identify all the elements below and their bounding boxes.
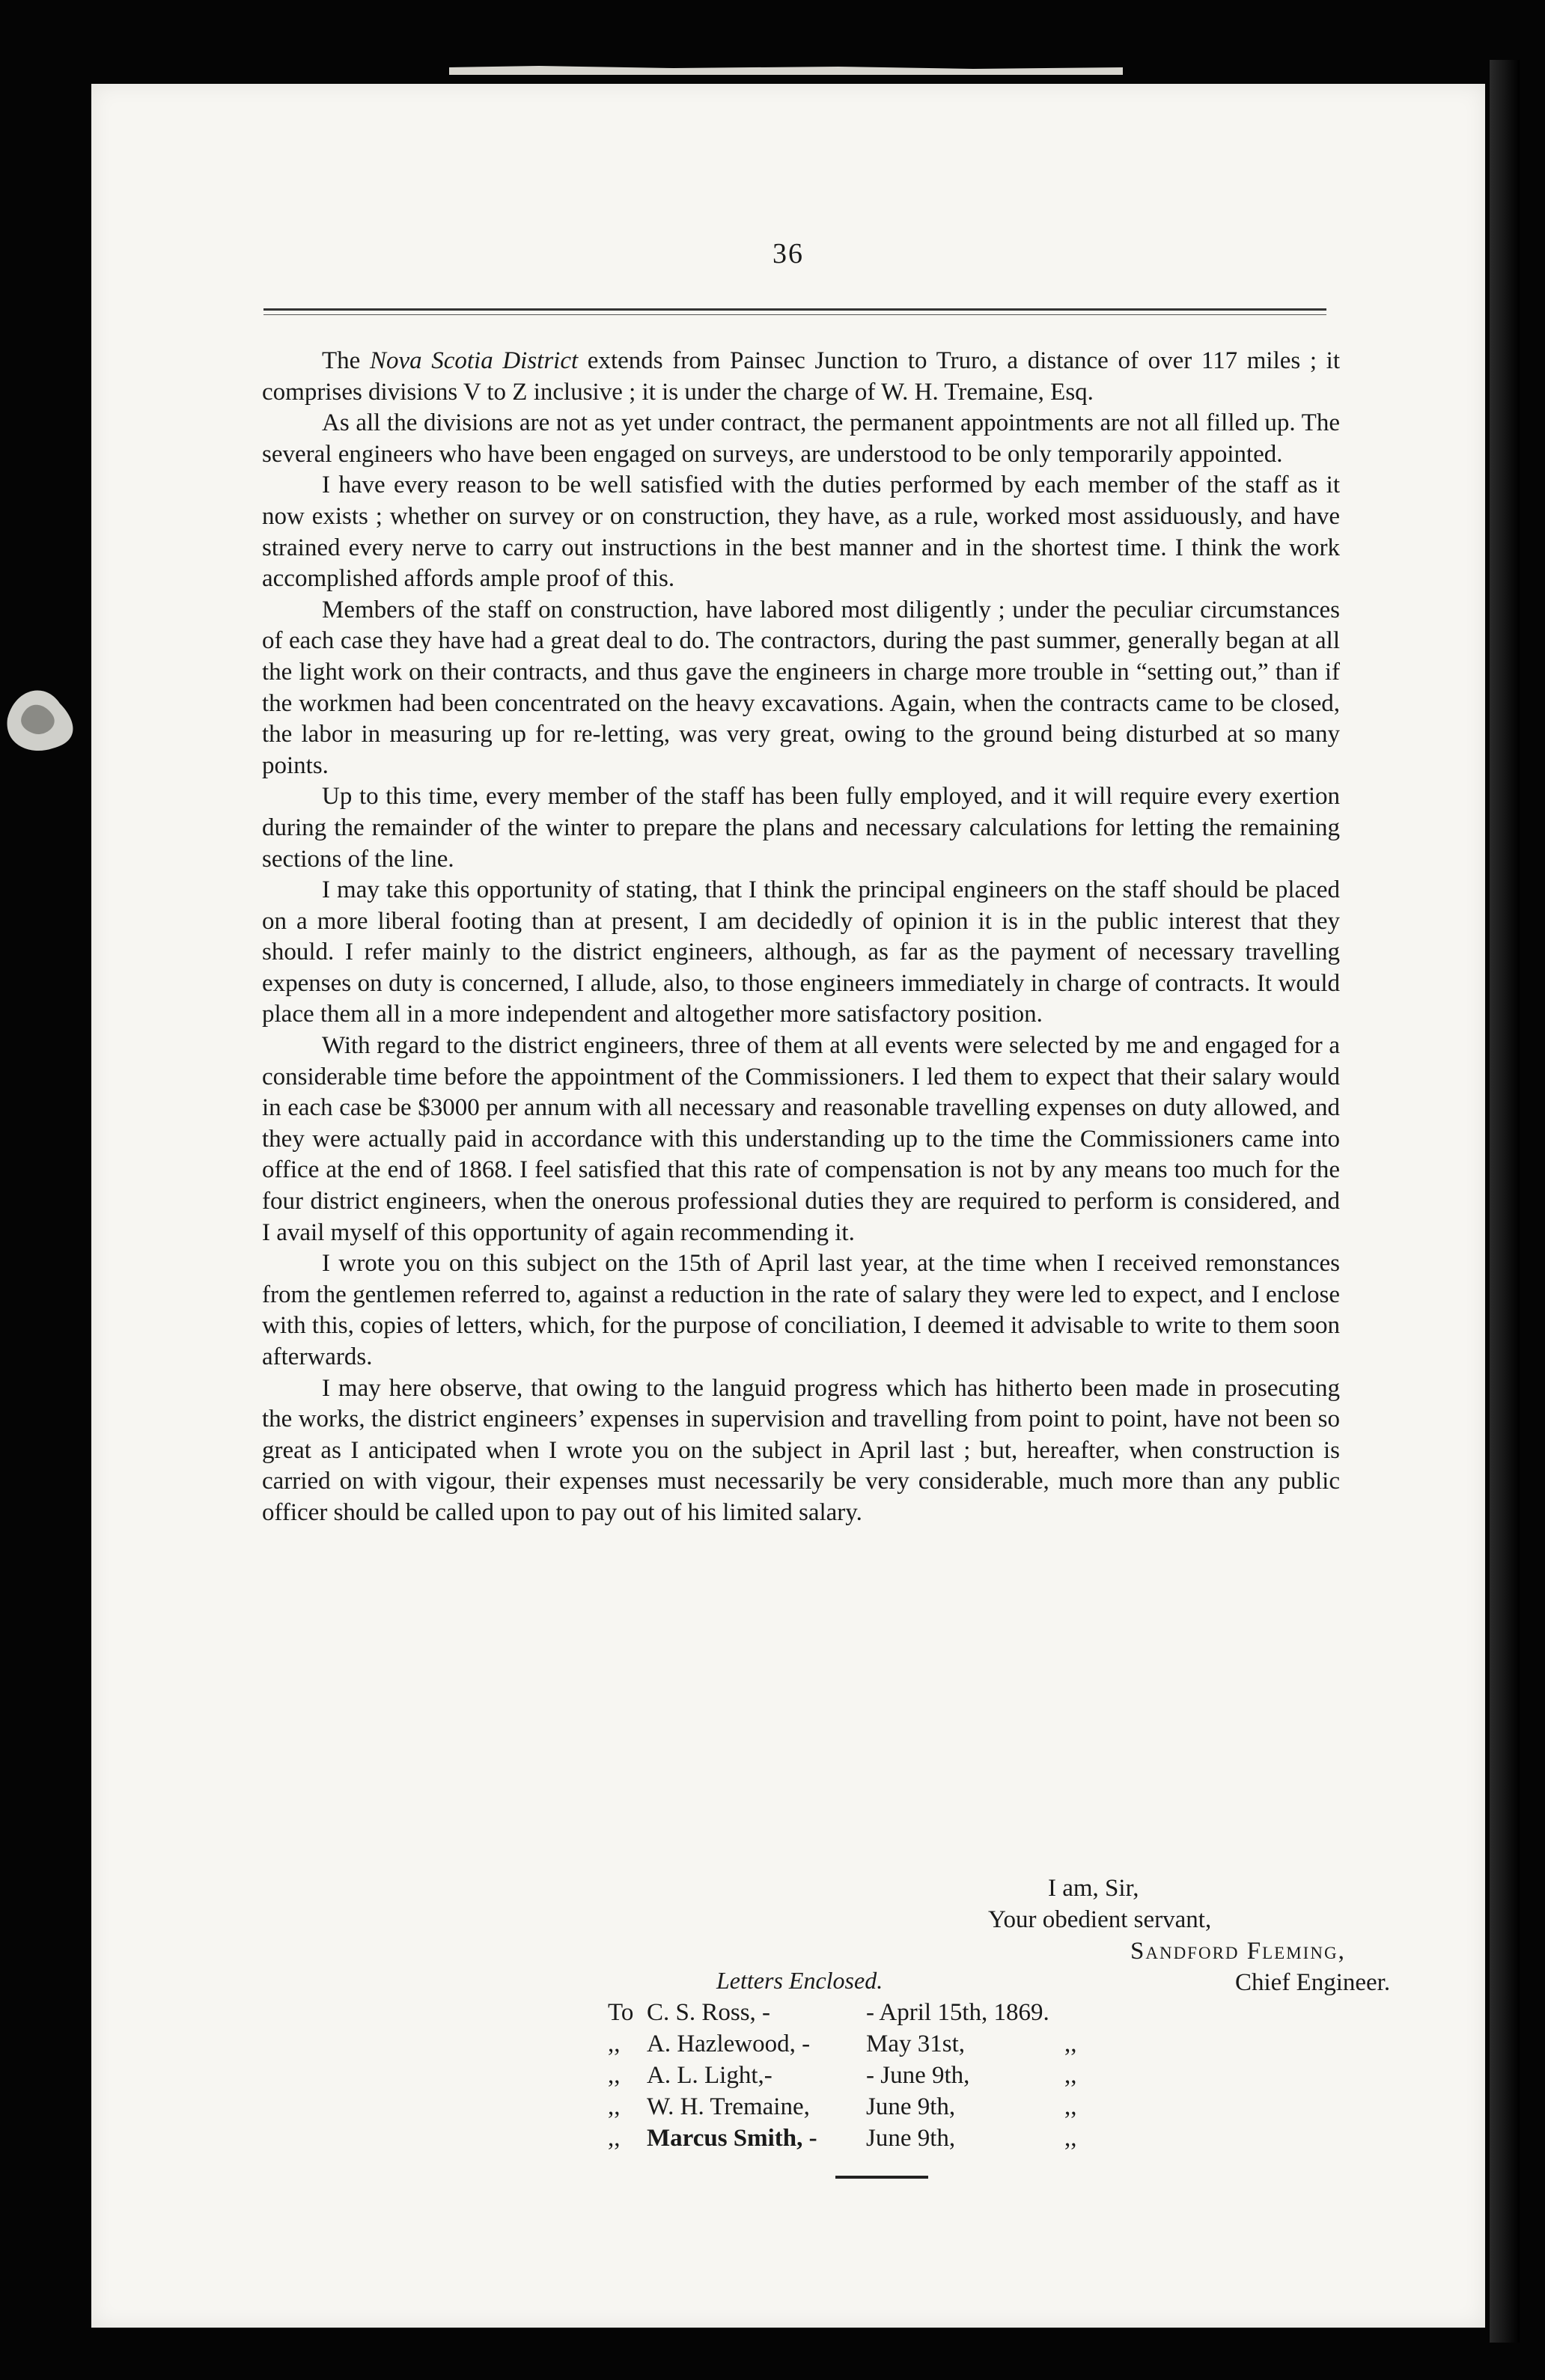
ink-smudge-mark xyxy=(0,674,91,763)
letter-prefix: ,, xyxy=(608,2093,621,2120)
district-name-italic: Nova Scotia District xyxy=(369,347,579,374)
letter-recipient: W. H. Tremaine, xyxy=(647,2093,810,2120)
header-rule xyxy=(263,308,1326,322)
paragraph xyxy=(262,781,1340,875)
letter-recipient: A. Hazlewood, - xyxy=(647,2030,811,2057)
letter-date: June 9th, xyxy=(866,2125,956,2152)
letter-prefix: ,, xyxy=(608,2062,621,2089)
letter-recipient: A. L. Light,- xyxy=(647,2062,772,2089)
letter-body xyxy=(262,346,1340,1529)
header-rule-thick xyxy=(263,308,1326,311)
paragraph-text: I may take this opportunity of stating, that I think the principal engineers on the staff should be placed on a more liberal footing than at present, I am decidedly of opinion it is in the public interest that they should. I refer mainly to the district engineers, although, as far as the payment of necessary travelling expenses on duty is concerned, I allude, also, to those engineers immediately in charge of contracts. It would place them all in a more independent and altogether more satisfactory position. xyxy=(262,876,1340,1028)
letter-recipient: C. S. Ross, - xyxy=(647,1999,771,2026)
paragraph-text: I may here observe, that owing to the languid progress which has hitherto been made in prosecuting the works, the district engineers’ expenses in supervision and travelling from point to point, have not been so great as I anticipated when I wrote you on the subject in April last ; but, hereafter, when construction is carried on with vigour, their expenses must necessarily be very considerable, much more than any public officer should be called upon to pay out of his limited salary. xyxy=(262,1374,1340,1526)
page-edge-shadow xyxy=(1490,60,1520,2343)
paragraph-text: I wrote you on this subject on the 15th of April last year, at the time when I received remonstances from the gentlemen referred to, against a reduction in the rate of salary they were led to expect, and I enclose with this, copies of letters, which, for the purpose of conciliation, I deemed it advisable to write to them soon afterwards. xyxy=(262,1250,1340,1370)
letter-ditto: ,, xyxy=(1064,2030,1077,2057)
paragraph xyxy=(262,875,1340,1031)
letter-prefix: ,, xyxy=(608,2125,621,2152)
document-page xyxy=(91,84,1485,2328)
paragraph-text: The xyxy=(322,347,370,374)
paragraph-text: Up to this time, every member of the staff has been fully employed, and it will require every exertion during the remainder of the winter to prepare the plans and necessary calculations for letting the remaining sections of the line. xyxy=(262,783,1340,873)
signer-title: Chief Engineer. xyxy=(1235,1969,1391,1996)
paragraph-text: With regard to the district engineers, three of them at all events were selected by me and engaged for a considerable time before the appointment of the Commissioners. I led them to expect that their salary would in each case be $3000 per annum with all necessary and reasonable travelling expenses on duty allowed, and they were actually paid in accordance with this understanding up to the time the Commissioners came into office at the end of 1868. I feel satisfied that this rate of compensation is not by any means too much for the four district engineers, when the onerous professional duties they are required to perform is considered, and I avail myself of this opportunity of again recommending it. xyxy=(262,1032,1340,1246)
paragraph-text: As all the divisions are not as yet under contract, the permanent appointments are not all filled up. The several engineers who have been engaged on surveys, are understood to be only temporarily appointed. xyxy=(262,409,1340,468)
enclosures-heading: Letters Enclosed. xyxy=(716,1967,883,1994)
letter-date: - June 9th, xyxy=(866,2062,970,2089)
letter-ditto: ,, xyxy=(1064,2062,1077,2089)
torn-page-edge xyxy=(449,45,1123,75)
letter-ditto: ,, xyxy=(1064,2125,1077,2152)
letter-date: May 31st, xyxy=(866,2030,965,2057)
letter-date: - April 15th, 1869. xyxy=(866,1999,1049,2026)
closing-servant: Your obedient servant, xyxy=(988,1906,1212,1933)
paragraph xyxy=(262,470,1340,594)
paragraph-text: Members of the staff on construction, have labored most diligently ; under the peculiar circumstances of each case they have had a great deal to do. The contractors, during the past summer, generally began at all the light work on their contracts, and thus gave the engineers in charge more trouble in “setting out,” than if the workmen had been concentrated on the heavy excavations. Again, when the contracts came to be closed, the labor in measuring up for re-letting, was very great, owing to the ground being disturbed at so many points. xyxy=(262,596,1340,779)
header-rule-thin xyxy=(263,314,1326,315)
letter-date: June 9th, xyxy=(866,2093,956,2120)
paragraph xyxy=(262,408,1340,470)
paragraph xyxy=(262,346,1340,408)
paragraph xyxy=(262,1373,1340,1529)
letter-prefix: To xyxy=(608,1999,634,2026)
paragraph xyxy=(262,595,1340,782)
paragraph-text: I have every reason to be well satisfied with the duties performed by each member of the staff as it now exists ; whether on survey or on construction, they have, as a rule, worked most assiduously, and have strained every nerve to carry out instructions in the best manner and in the shortest time. I think the work accomplished affords ample proof of this. xyxy=(262,472,1340,593)
signer-name: Sandford Fleming, xyxy=(1130,1938,1346,1965)
paragraph-text: extends from Painsec Junction to Truro, a distance of over 117 miles ; it comprises divisions V to Z inclusive ; it is under the charge of W. H. Tremaine, Esq. xyxy=(262,347,1340,406)
letter-recipient: Marcus Smith, - xyxy=(647,2125,817,2152)
page-number: 36 xyxy=(772,238,804,269)
closing-rule xyxy=(835,2176,928,2179)
closing-salutation: I am, Sir, xyxy=(1048,1875,1139,1902)
letter-ditto: ,, xyxy=(1064,2093,1077,2120)
letter-prefix: ,, xyxy=(608,2030,621,2057)
paragraph xyxy=(262,1031,1340,1248)
paragraph xyxy=(262,1248,1340,1373)
